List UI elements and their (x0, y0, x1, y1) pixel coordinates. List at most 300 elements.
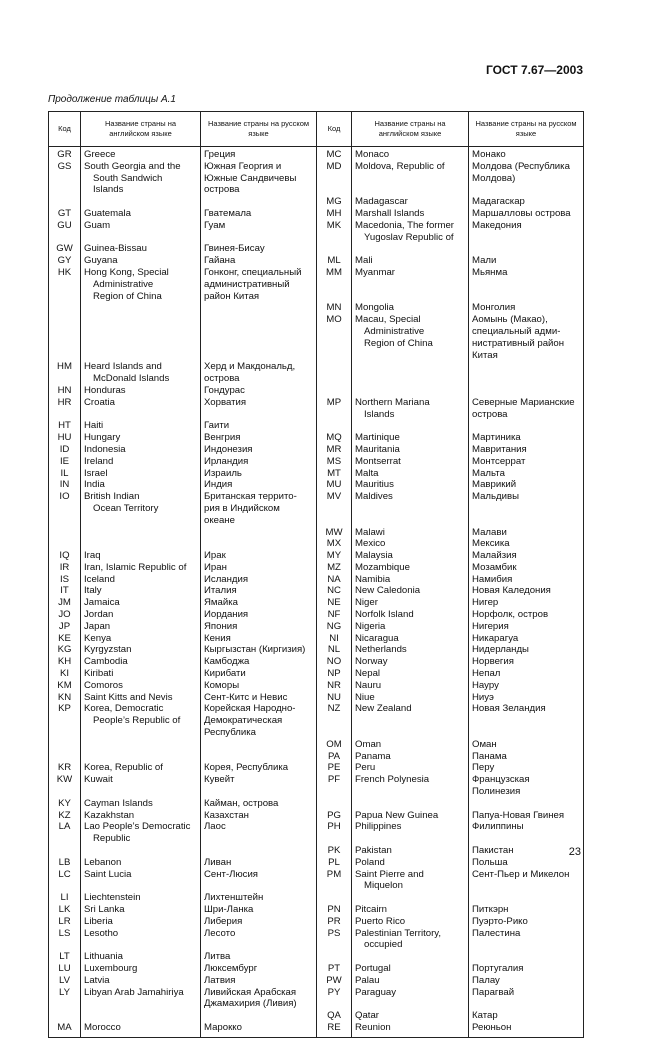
code-cell-right (317, 314, 352, 361)
table-row (49, 680, 584, 692)
country-code: PM (326, 868, 342, 880)
english-name-cell-left (81, 774, 201, 798)
table-row (49, 361, 584, 385)
russian-name-line: Корейская Народно- (204, 703, 296, 715)
country-code: HN (57, 384, 72, 396)
english-name-cell-left (81, 1022, 201, 1037)
english-name-cell-left (81, 904, 201, 916)
russian-name-cell-right (469, 739, 584, 751)
table-row (49, 468, 584, 480)
english-name-line: French Polynesia (355, 774, 430, 786)
country-code: NO (326, 656, 342, 668)
russian-name-cell-left (201, 644, 317, 656)
country-code: IN (59, 479, 70, 491)
code-cell-right (317, 420, 352, 432)
english-name-cell-left (81, 656, 201, 668)
english-name-cell-left (81, 267, 201, 302)
country-code: PA (327, 750, 341, 762)
english-name-cell-left (81, 538, 201, 550)
code-cell-right (317, 892, 352, 904)
table-row (49, 644, 584, 656)
country-code: PS (327, 927, 341, 939)
code-cell-left (49, 397, 81, 421)
russian-name-line: Казахстан (204, 809, 249, 821)
table-row (49, 1022, 584, 1037)
english-name-cell-left (81, 975, 201, 987)
russian-name-line: Люксембург (204, 962, 258, 974)
table-row (49, 255, 584, 267)
english-name-cell-right (352, 633, 469, 645)
english-name-cell-left (81, 987, 201, 1011)
russian-name-line: Литва (204, 951, 231, 963)
code-cell-left (49, 810, 81, 822)
country-code: HM (57, 361, 72, 373)
russian-name-line: Польша (472, 856, 508, 868)
country-code: ID (59, 443, 70, 455)
english-name-cell-left (81, 479, 201, 491)
english-name-line: Hong Kong, Special (84, 266, 169, 278)
english-name-line: Niger (355, 597, 378, 609)
english-name-cell-right (352, 928, 469, 952)
english-name-line: Morocco (84, 1021, 121, 1033)
english-name-line: Saint Pierre and (355, 868, 424, 880)
english-name-cell-right (352, 963, 469, 975)
code-cell-left (49, 739, 81, 751)
english-name-cell-left (81, 196, 201, 208)
country-code: IS (59, 573, 70, 585)
table-row (49, 963, 584, 975)
country-code: LR (58, 915, 71, 927)
code-cell-right (317, 267, 352, 302)
table-body (49, 147, 584, 1038)
english-name-line: Peru (355, 762, 376, 774)
code-cell-left (49, 220, 81, 244)
country-code: MZ (327, 561, 341, 573)
english-name-line: McDonald Islands (93, 373, 170, 385)
english-name-line: Indonesia (84, 443, 126, 455)
english-name-line: Oman (355, 738, 382, 750)
russian-name-line: Ямайка (204, 597, 238, 609)
russian-name-line: Иран (204, 561, 227, 573)
code-cell-left (49, 963, 81, 975)
english-name-cell-right (352, 468, 469, 480)
code-cell-right (317, 444, 352, 456)
russian-name-cell-right (469, 987, 584, 1011)
english-name-line: Papua New Guinea (355, 809, 439, 821)
code-cell-right (317, 916, 352, 928)
english-name-cell-left (81, 527, 201, 539)
english-name-cell-right (352, 668, 469, 680)
code-cell-right (317, 633, 352, 645)
russian-name-line: Ирак (204, 550, 226, 562)
russian-name-line: Мьянма (472, 266, 508, 278)
english-name-line: Heard Islands and (84, 361, 162, 373)
code-cell-right (317, 798, 352, 810)
english-name-cell-right (352, 739, 469, 751)
russian-name-line: Ирландия (204, 455, 249, 467)
english-name-cell-right (352, 267, 469, 302)
header-code-left: Код (49, 112, 81, 147)
country-code: LB (58, 856, 71, 868)
english-name-line: Mozambique (355, 561, 410, 573)
english-name-cell-left (81, 361, 201, 385)
russian-name-cell-left (201, 550, 317, 562)
russian-name-line: Ливийская Арабская (204, 986, 297, 998)
russian-name-cell-left (201, 267, 317, 302)
country-code: MR (326, 443, 342, 455)
code-cell-right (317, 432, 352, 444)
russian-name-line: Маршалловы острова (472, 207, 571, 219)
english-name-line: Guam (84, 219, 111, 231)
russian-name-cell-left (201, 314, 317, 361)
english-name-line: Panama (355, 750, 391, 762)
country-code: PT (327, 962, 341, 974)
english-name-cell-right (352, 196, 469, 208)
russian-name-cell-right (469, 928, 584, 952)
english-name-line: Cayman Islands (84, 797, 153, 809)
russian-name-cell-right (469, 491, 584, 526)
english-name-cell-left (81, 680, 201, 692)
russian-name-cell-right (469, 798, 584, 810)
russian-name-cell-left (201, 527, 317, 539)
russian-name-cell-left (201, 468, 317, 480)
country-code: NC (327, 585, 341, 597)
english-name-cell-right (352, 1022, 469, 1037)
table-row (49, 703, 584, 738)
table-row (49, 845, 584, 857)
russian-name-cell-left (201, 397, 317, 421)
russian-name-line: Мали (472, 255, 497, 267)
table-row (49, 161, 584, 196)
english-name-line: Nepal (355, 668, 381, 680)
country-code: KP (58, 703, 71, 715)
code-cell-right (317, 161, 352, 196)
russian-name-cell-right (469, 562, 584, 574)
english-name-line: Malawi (355, 526, 385, 538)
english-name-cell-left (81, 762, 201, 774)
russian-name-line: Северные Марианские (472, 396, 575, 408)
russian-name-cell-left (201, 656, 317, 668)
table-row (49, 904, 584, 916)
russian-name-line: район Китая (204, 290, 260, 302)
russian-name-cell-left (201, 857, 317, 869)
table-row (49, 751, 584, 763)
russian-name-line: Малави (472, 526, 507, 538)
english-name-line: Mongolia (355, 302, 394, 314)
english-name-line: Norfolk Island (355, 609, 414, 621)
code-cell-right (317, 609, 352, 621)
code-cell-right (317, 468, 352, 480)
table-row (49, 762, 584, 774)
english-name-line: Namibia (355, 573, 391, 585)
english-name-cell-right (352, 208, 469, 220)
code-cell-right (317, 656, 352, 668)
english-name-cell-left (81, 243, 201, 255)
russian-name-cell-right (469, 420, 584, 432)
english-name-line: Greece (84, 149, 116, 160)
russian-name-cell-right (469, 892, 584, 904)
country-code: NA (327, 573, 341, 585)
table-row (49, 562, 584, 574)
english-name-cell-right (352, 762, 469, 774)
english-name-cell-left (81, 574, 201, 586)
country-code: LS (58, 927, 71, 939)
russian-name-line: Мартиника (472, 432, 521, 444)
english-name-line: Philippines (355, 821, 402, 833)
code-cell-left (49, 774, 81, 798)
country-code: LU (58, 962, 71, 974)
english-name-line: Kiribati (84, 668, 114, 680)
russian-name-cell-right (469, 255, 584, 267)
english-name-cell-left (81, 161, 201, 196)
english-name-line: Administrative (364, 325, 425, 337)
english-name-line: Mali (355, 255, 373, 267)
code-cell-left (49, 798, 81, 810)
english-name-cell-right (352, 243, 469, 255)
russian-name-line: Оман (472, 738, 497, 750)
english-name-cell-left (81, 751, 201, 763)
english-name-cell-right (352, 574, 469, 586)
country-code: HT (58, 420, 71, 432)
code-cell-left (49, 468, 81, 480)
english-name-line: Comoros (84, 679, 123, 691)
english-name-line: Macau, Special (355, 314, 421, 326)
english-name-cell-left (81, 916, 201, 928)
russian-name-line: Иордания (204, 609, 249, 621)
country-code: KW (56, 774, 73, 786)
russian-name-line: Ниуэ (472, 691, 494, 703)
russian-name-line: Перу (472, 762, 495, 774)
table-row (49, 739, 584, 751)
table-row (49, 456, 584, 468)
code-cell-left (49, 703, 81, 738)
english-name-cell-right (352, 904, 469, 916)
country-code: LY (58, 986, 71, 998)
code-cell-left (49, 597, 81, 609)
country-code: PF (327, 774, 341, 786)
code-cell-right (317, 597, 352, 609)
code-cell-left (49, 585, 81, 597)
russian-name-line: Мальдивы (472, 491, 519, 503)
english-name-line: Myanmar (355, 266, 395, 278)
english-name-cell-right (352, 975, 469, 987)
english-name-cell-right (352, 821, 469, 845)
english-name-cell-right (352, 751, 469, 763)
english-name-line: Luxembourg (84, 962, 138, 974)
table-row (49, 798, 584, 810)
russian-name-line: Аомынь (Макао), (472, 314, 548, 326)
country-code: NG (326, 620, 342, 632)
english-name-cell-right (352, 621, 469, 633)
english-name-line: Nauru (355, 679, 382, 691)
table-row (49, 444, 584, 456)
russian-name-line: океане (204, 514, 235, 526)
russian-name-line: Венгрия (204, 432, 241, 444)
english-name-line: Malaysia (355, 550, 393, 562)
russian-name-cell-left (201, 633, 317, 645)
russian-name-line: Южные Сандвичевы (204, 172, 297, 184)
english-name-cell-left (81, 633, 201, 645)
english-name-line: Korea, Democratic (84, 703, 164, 715)
country-code: NR (327, 679, 341, 691)
russian-name-cell-left (201, 1022, 317, 1037)
code-cell-right (317, 739, 352, 751)
russian-name-line: Палестина (472, 927, 521, 939)
table-row (49, 1010, 584, 1022)
russian-name-line: Македония (472, 219, 522, 231)
code-cell-left (49, 161, 81, 196)
russian-name-line: Папуа-Новая Гвинея (472, 809, 565, 821)
english-name-line: Iceland (84, 573, 115, 585)
russian-name-cell-right (469, 479, 584, 491)
code-cell-left (49, 208, 81, 220)
table-row (49, 574, 584, 586)
english-name-line: Mauritius (355, 479, 394, 491)
code-cell-right (317, 302, 352, 314)
russian-name-cell-left (201, 597, 317, 609)
table-row (49, 892, 584, 904)
english-name-cell-left (81, 597, 201, 609)
russian-name-cell-left (201, 892, 317, 904)
table-row (49, 491, 584, 526)
english-name-cell-left (81, 491, 201, 526)
russian-name-cell-left (201, 951, 317, 963)
russian-name-line: Китая (472, 349, 498, 361)
code-cell-right (317, 857, 352, 869)
code-cell-left (49, 574, 81, 586)
country-code: IL (60, 467, 69, 479)
russian-name-cell-left (201, 928, 317, 952)
table-row (49, 810, 584, 822)
code-cell-left (49, 243, 81, 255)
russian-name-cell-left (201, 574, 317, 586)
english-name-cell-left (81, 444, 201, 456)
english-name-cell-right (352, 562, 469, 574)
russian-name-line: Шри-Ланка (204, 904, 254, 915)
russian-name-line: Мальта (472, 467, 505, 479)
english-name-cell-right (352, 703, 469, 738)
english-name-line: Monaco (355, 149, 390, 160)
russian-name-cell-left (201, 703, 317, 738)
english-name-cell-right (352, 916, 469, 928)
russian-name-cell-left (201, 821, 317, 845)
code-cell-right (317, 904, 352, 916)
code-cell-left (49, 1010, 81, 1022)
russian-name-line: Полинезия (472, 786, 521, 798)
russian-name-line: рия в Индийском (204, 502, 280, 514)
english-name-line: Maldives (355, 491, 393, 503)
code-cell-right (317, 243, 352, 255)
country-code: MK (326, 219, 342, 231)
russian-name-line: Нигерия (472, 620, 509, 632)
english-name-line: Hungary (84, 432, 121, 444)
russian-name-cell-left (201, 739, 317, 751)
country-code: NL (327, 644, 341, 656)
country-code: LA (58, 821, 71, 833)
english-name-line: occupied (364, 939, 403, 951)
english-name-line: New Caledonia (355, 585, 421, 597)
country-code: MO (326, 314, 342, 326)
code-cell-left (49, 314, 81, 361)
english-name-line: Martinique (355, 432, 400, 444)
country-code: MP (326, 396, 342, 408)
code-cell-left (49, 987, 81, 1011)
english-name-line: Japan (84, 620, 111, 632)
english-name-line: Cambodia (84, 656, 128, 668)
russian-name-cell-right (469, 527, 584, 539)
country-code: MN (326, 302, 342, 314)
english-name-cell-left (81, 397, 201, 421)
table-row (49, 220, 584, 244)
russian-name-line: Джамахирия (Ливия) (204, 998, 297, 1010)
country-code: QA (327, 1010, 341, 1022)
english-name-line: Nicaragua (355, 632, 399, 644)
english-name-cell-right (352, 1010, 469, 1022)
country-code: JO (58, 609, 71, 621)
english-name-cell-right (352, 302, 469, 314)
russian-name-cell-right (469, 208, 584, 220)
code-cell-left (49, 751, 81, 763)
code-cell-right (317, 845, 352, 857)
english-name-line: Madagascar (355, 196, 408, 208)
code-cell-left (49, 609, 81, 621)
russian-name-line: Кайман, острова (204, 797, 279, 809)
english-name-cell-left (81, 821, 201, 845)
russian-name-line: Сент-Люсия (204, 868, 258, 880)
code-cell-right (317, 703, 352, 738)
table-row (49, 621, 584, 633)
code-cell-left (49, 444, 81, 456)
english-name-cell-left (81, 550, 201, 562)
russian-name-line: Филиппины (472, 821, 524, 833)
russian-name-cell-left (201, 385, 317, 397)
country-code: LV (58, 974, 71, 986)
english-name-cell-left (81, 468, 201, 480)
country-code: MQ (326, 432, 342, 444)
table-row (49, 987, 584, 1011)
english-name-cell-left (81, 420, 201, 432)
russian-name-line: Парагвай (472, 986, 515, 998)
english-name-cell-left (81, 432, 201, 444)
english-name-line: Lesotho (84, 927, 119, 939)
country-codes-table (48, 111, 584, 1038)
country-code: PN (327, 904, 341, 915)
russian-name-cell-left (201, 220, 317, 244)
russian-name-cell-right (469, 845, 584, 857)
code-cell-right (317, 987, 352, 1011)
russian-name-cell-left (201, 904, 317, 916)
table-row (49, 208, 584, 220)
code-cell-right (317, 491, 352, 526)
english-name-line: Guinea-Bissau (84, 243, 147, 255)
russian-name-line: Молдова) (472, 172, 516, 184)
country-code: HK (57, 266, 72, 278)
code-cell-left (49, 869, 81, 893)
english-name-line: Honduras (84, 384, 126, 396)
english-name-line: Haiti (84, 420, 104, 432)
russian-name-line: Хорватия (204, 396, 247, 408)
english-name-cell-right (352, 692, 469, 704)
russian-name-cell-left (201, 562, 317, 574)
russian-name-cell-right (469, 774, 584, 798)
english-name-line: Moldova, Republic of (355, 160, 445, 172)
russian-name-cell-right (469, 267, 584, 302)
country-code: MX (326, 538, 342, 550)
russian-name-line: Израиль (204, 467, 242, 479)
russian-name-line: Науру (472, 679, 499, 691)
english-name-line: Islands (93, 184, 124, 196)
english-name-cell-right (352, 456, 469, 468)
